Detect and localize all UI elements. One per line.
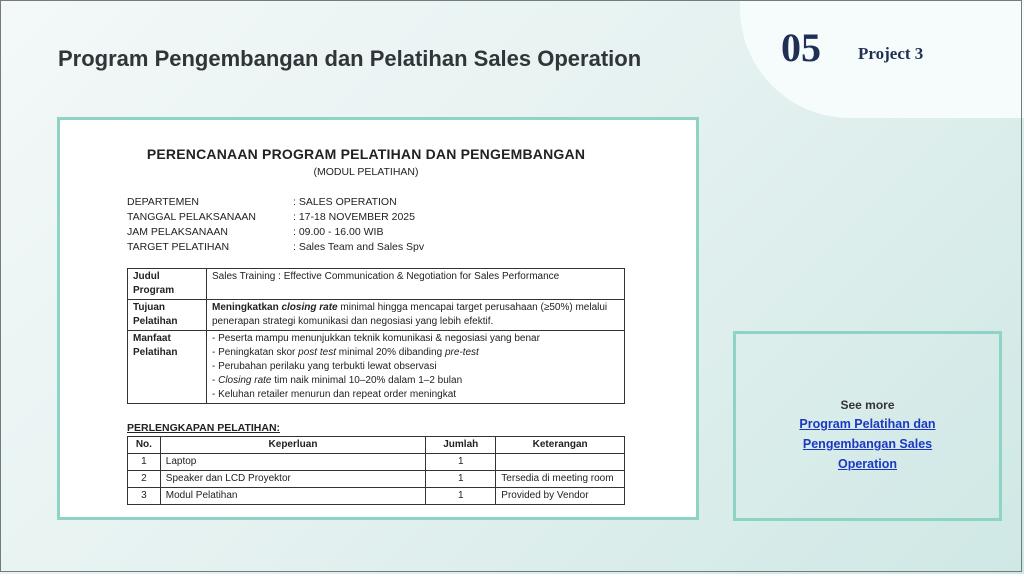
tujuan-label: Tujuan Pelatihan [128, 300, 207, 331]
cell-note: Provided by Vendor [496, 488, 625, 505]
info-key: DEPARTEMEN [127, 196, 199, 208]
program-table [127, 268, 625, 404]
slide-number: 05 [781, 25, 821, 70]
table-row [128, 300, 625, 331]
manfaat-item: - Closing rate tim naik minimal 10–20% dalam 1–2 bulan [212, 375, 463, 386]
info-value: : 17-18 NOVEMBER 2025 [293, 211, 415, 223]
info-row [127, 211, 424, 226]
program-link[interactable]: Program Pelatihan dan Pengembangan Sales Operation [799, 417, 936, 471]
info-row [127, 196, 424, 211]
document-info [127, 196, 424, 256]
info-key: JAM PELAKSANAAN [127, 226, 228, 238]
document-subtitle: (MODUL PELATIHAN) [313, 166, 419, 178]
info-value: : Sales Team and Sales Spv [293, 241, 425, 253]
judul-value: Sales Training : Effective Communication & Negotiation for Sales Performance [207, 269, 625, 300]
see-more-label: See more [840, 398, 895, 412]
info-row [127, 226, 424, 241]
tujuan-value [207, 300, 625, 331]
manfaat-item: - Keluhan retailer menurun dan repeat order meningkat [212, 389, 457, 400]
table-row [128, 454, 625, 471]
tujuan-rest: minimal hingga mencapai target perusahaan (≥50%) melalui penerapan strategi komunikasi dan negosiasi yang lebih efektif. [212, 302, 608, 327]
table-row [128, 269, 625, 300]
column-header: Jumlah [426, 437, 496, 454]
slide-title: Program Pengembangan dan Pelatihan Sales Operation [58, 46, 642, 71]
tujuan-bold: Meningkatkan [212, 302, 279, 313]
info-value: : 09.00 - 16.00 WIB [293, 226, 384, 238]
table-header-row [128, 437, 625, 454]
manfaat-value [207, 331, 625, 404]
judul-label: Judul Program [128, 269, 207, 300]
manfaat-item: - Perubahan perilaku yang terbukti lewat observasi [212, 361, 437, 372]
manfaat-label: Manfaat Pelatihan [128, 331, 207, 404]
info-row [127, 241, 424, 256]
project-label: Project 3 [858, 44, 924, 63]
cell-note [496, 454, 625, 471]
perlengkapan-title: PERLENGKAPAN PELATIHAN: [127, 422, 281, 434]
tujuan-italic: closing rate [281, 302, 338, 313]
column-header: Keperluan [160, 437, 425, 454]
info-key: TARGET PELATIHAN [127, 241, 230, 253]
column-header: Keterangan [496, 437, 625, 454]
cell-qty: 1 [426, 454, 496, 471]
cell-qty: 1 [426, 488, 496, 505]
cell-no: 1 [128, 454, 161, 471]
manfaat-item: - Peserta mampu menunjukkan teknik komunikasi & negosiasi yang benar [212, 333, 540, 344]
cell-item: Speaker dan LCD Proyektor [160, 471, 425, 488]
table-row [128, 471, 625, 488]
table-row [128, 331, 625, 404]
cell-note: Tersedia di meeting room [496, 471, 625, 488]
manfaat-item: - Peningkatan skor post test minimal 20% dibanding pre-test [212, 347, 479, 358]
table-row [128, 488, 625, 505]
cell-qty: 1 [426, 471, 496, 488]
equipment-table [127, 436, 625, 505]
cell-item: Modul Pelatihan [160, 488, 425, 505]
document-title: PERENCANAAN PROGRAM PELATIHAN DAN PENGEMBANGAN [146, 146, 586, 162]
see-more-panel [733, 331, 1002, 521]
cell-no: 3 [128, 488, 161, 505]
info-key: TANGGAL PELAKSANAAN [127, 211, 256, 223]
document-preview [57, 117, 699, 520]
column-header: No. [128, 437, 161, 454]
info-value: : SALES OPERATION [293, 196, 397, 208]
document-page [60, 120, 696, 517]
cell-item: Laptop [160, 454, 425, 471]
cell-no: 2 [128, 471, 161, 488]
